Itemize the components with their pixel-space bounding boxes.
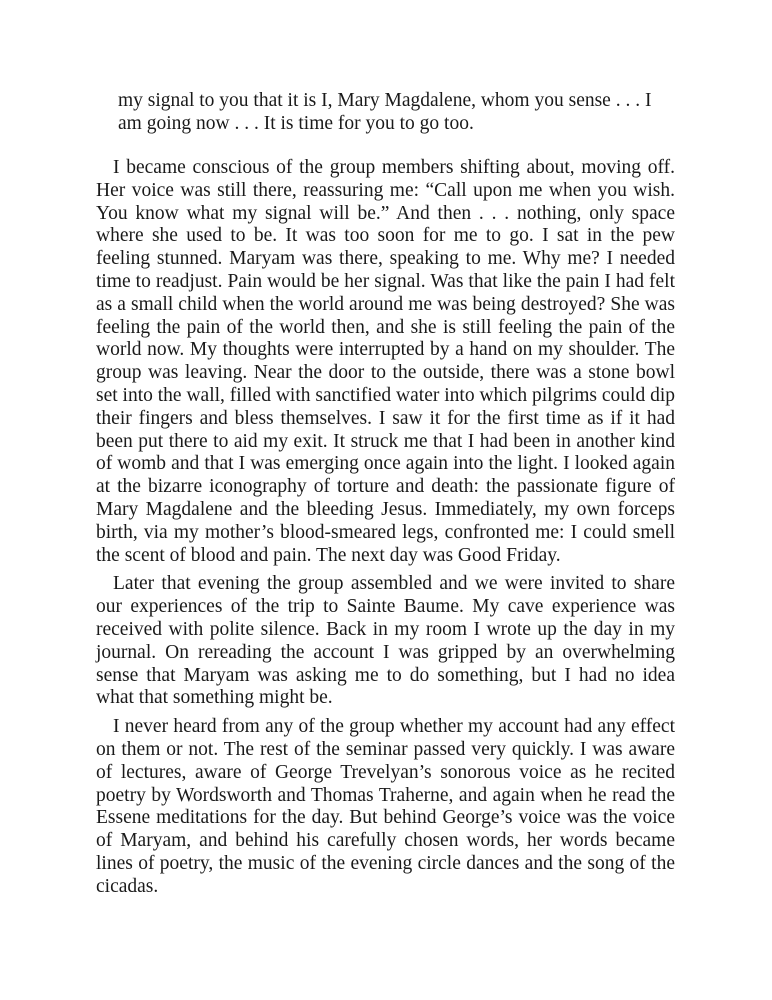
- paragraph: I never heard from any of the group whether my account had any effect on them or not. The rest of the seminar passed very quickly. I was aware of lectures, aware of George Trevelyan’s sonorous voice as he recited poetry by Wordsworth and Thomas Traherne, and again when he read the Essene meditations for the day. But behind George’s voice was the voice of Maryam, and behind his carefully chosen words, her words became lines of poetry, the music of the evening circle dances and the song of the cicadas.: [96, 716, 675, 897]
- paragraph: I became conscious of the group members shifting about, moving off. Her voice was still there, reassuring me: “Call upon me when you wish. You know what my signal will be.” And then . . . nothing, only space where she used to be. It was too soon for me to go. I sat in the pew feeling stunned. Maryam was there, speaking to me. Why me? I needed time to readjust. Pain would be her signal. Was that like the pain I had felt as a small child when the world around me was being destroyed? She was feeling the pain of the world then, and she is still feeling the pain of the world now. My thoughts were interrupted by a hand on my shoulder. The group was leaving. Near the door to the outside, there was a stone bowl set into the wall, filled with sanctified water into which pilgrims could dip their fingers and bless themselves. I saw it for the first time as if it had been put there to aid my exit. It struck me that I had been in another kind of womb and that I was emerging once again into the light. I looked again at the bizarre iconography of torture and death: the passionate figure of Mary Magdalene and the bleeding Jesus. Immediately, my own forceps birth, via my mother’s blood-smeared legs, confronted me: I could smell the scent of blood and pain. The next day was Good Friday.: [96, 157, 675, 566]
- quoted-passage: [118, 90, 663, 136]
- paragraph: Later that evening the group assembled and we were invited to share our experiences of the trip to Sainte Baume. My cave experience was received with polite silence. Back in my room I wrote up the day in my journal. On rereading the account I was gripped by an overwhelming sense that Maryam was asking me to do something, but I had no idea what that something might be.: [96, 573, 675, 709]
- body-text: [96, 157, 675, 899]
- quote-text: my signal to you that it is I, Mary Magdalene, whom you sense . . . I am going now . . . It is time for you to go too.: [118, 90, 652, 134]
